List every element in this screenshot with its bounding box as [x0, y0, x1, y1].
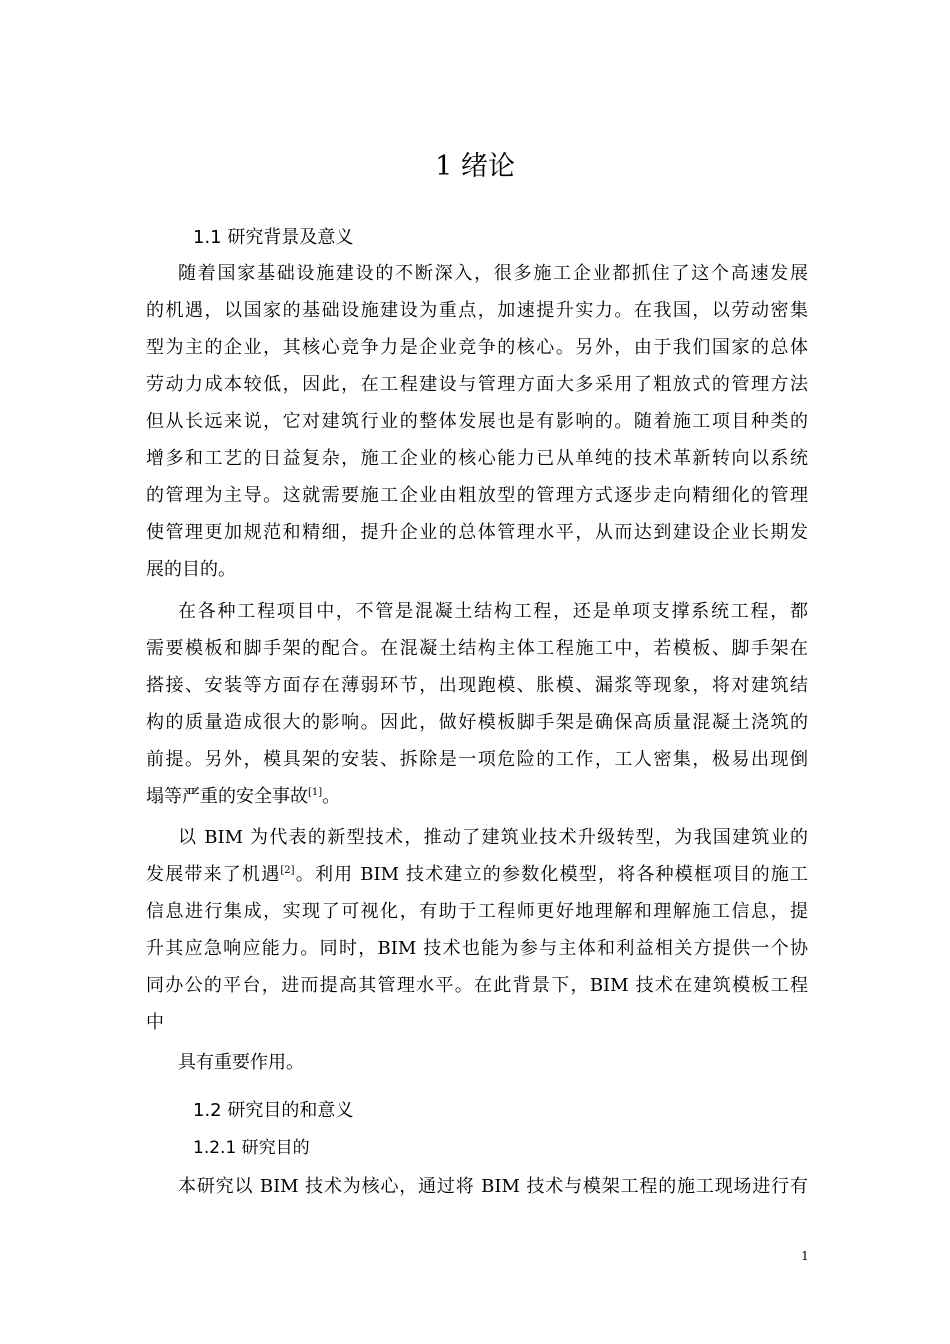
paragraph-background-1 — [146, 255, 808, 588]
text-line: 随着国家基础设施建设的不断深入，很多施工企业都抓住了这个高速发展 — [178, 263, 808, 284]
text-line — [146, 778, 808, 815]
text-line: 本研究以 BIM 技术为核心，通过将 BIM 技术与模架工程的施工现场进行有 — [178, 1176, 808, 1197]
citation-2: [2] — [280, 865, 295, 876]
paragraph-background-3 — [146, 819, 808, 1041]
text-line: 搭接、安装等方面存在薄弱环节，出现跑模、胀模、漏浆等现象，将对建筑结 — [146, 675, 808, 696]
text-line: 的机遇，以国家的基础设施建设为重点，加速提升实力。在我国，以劳动密集 — [146, 300, 808, 321]
section-heading-1-2-1: 1.2.1 研究目的 — [193, 1138, 310, 1158]
text-line — [146, 856, 808, 893]
text-line: 在各种工程项目中，不管是混凝土结构工程，还是单项支撑系统工程，都 — [178, 601, 808, 622]
text-line: 以 BIM 为代表的新型技术，推动了建筑业技术升级转型，为我国建筑业的 — [178, 827, 808, 848]
text-line: 需要模板和脚手架的配合。在混凝土结构主体工程施工中，若模板、脚手架在 — [146, 638, 808, 659]
text-line: 但从长远来说，它对建筑行业的整体发展也是有影响的。随着施工项目种类的 — [146, 411, 808, 432]
text-line: 升其应急响应能力。同时，BIM 技术也能为参与主体和利益相关方提供一个协 — [146, 938, 808, 959]
text-line: 展的目的。 — [146, 559, 236, 580]
text-line: 劳动力成本较低，因此，在工程建设与管理方面大多采用了粗放式的管理方法 — [146, 374, 808, 395]
paragraph-background-2 — [146, 593, 808, 815]
text-line: 前提。另外，模具架的安装、拆除是一项危险的工作，工人密集，极易出现倒 — [146, 749, 808, 770]
text-line: 同办公的平台，进而提高其管理水平。在此背景下，BIM 技术在建筑模板工程 — [146, 975, 808, 996]
text-line: 信息进行集成，实现了可视化，有助于工程师更好地理解和理解施工信息，提 — [146, 901, 808, 922]
text-line: 型为主的企业，其核心竞争力是企业竞争的核心。另外，由于我们国家的总体 — [146, 337, 808, 358]
text-run: 。利用 BIM 技术建立的参数化模型，将各种模框项目的施工 — [294, 864, 808, 885]
text-line: 使管理更加规范和精细，提升企业的总体管理水平，从而达到建设企业长期发 — [146, 522, 808, 543]
text-run: 发展带来了机遇 — [146, 864, 281, 885]
text-line: 中 — [146, 1012, 164, 1033]
text-line: 构的质量造成很大的影响。因此，做好模板脚手架是确保高质量混凝土浇筑的 — [146, 712, 808, 733]
text-line: 的管理为主导。这就需要施工企业由粗放型的管理方式逐步走向精细化的管理 — [146, 485, 808, 506]
paragraph-background-4 — [146, 1044, 808, 1081]
paragraph-purpose-1 — [146, 1168, 808, 1205]
text-run: 塌等严重的安全事故 — [146, 786, 308, 807]
citation-1: [1] — [308, 787, 323, 798]
text-line: 具有重要作用。 — [178, 1052, 304, 1073]
text-line: 增多和工艺的日益复杂，施工企业的核心能力已从单纯的技术革新转向以系统 — [146, 448, 808, 469]
text-run: 。 — [322, 786, 341, 807]
page-number: 1 — [801, 1249, 809, 1263]
section-heading-1-2: 1.2 研究目的和意义 — [193, 1100, 354, 1121]
chapter-title: 1 绪论 — [435, 151, 515, 182]
section-heading-1-1: 1.1 研究背景及意义 — [193, 227, 354, 248]
